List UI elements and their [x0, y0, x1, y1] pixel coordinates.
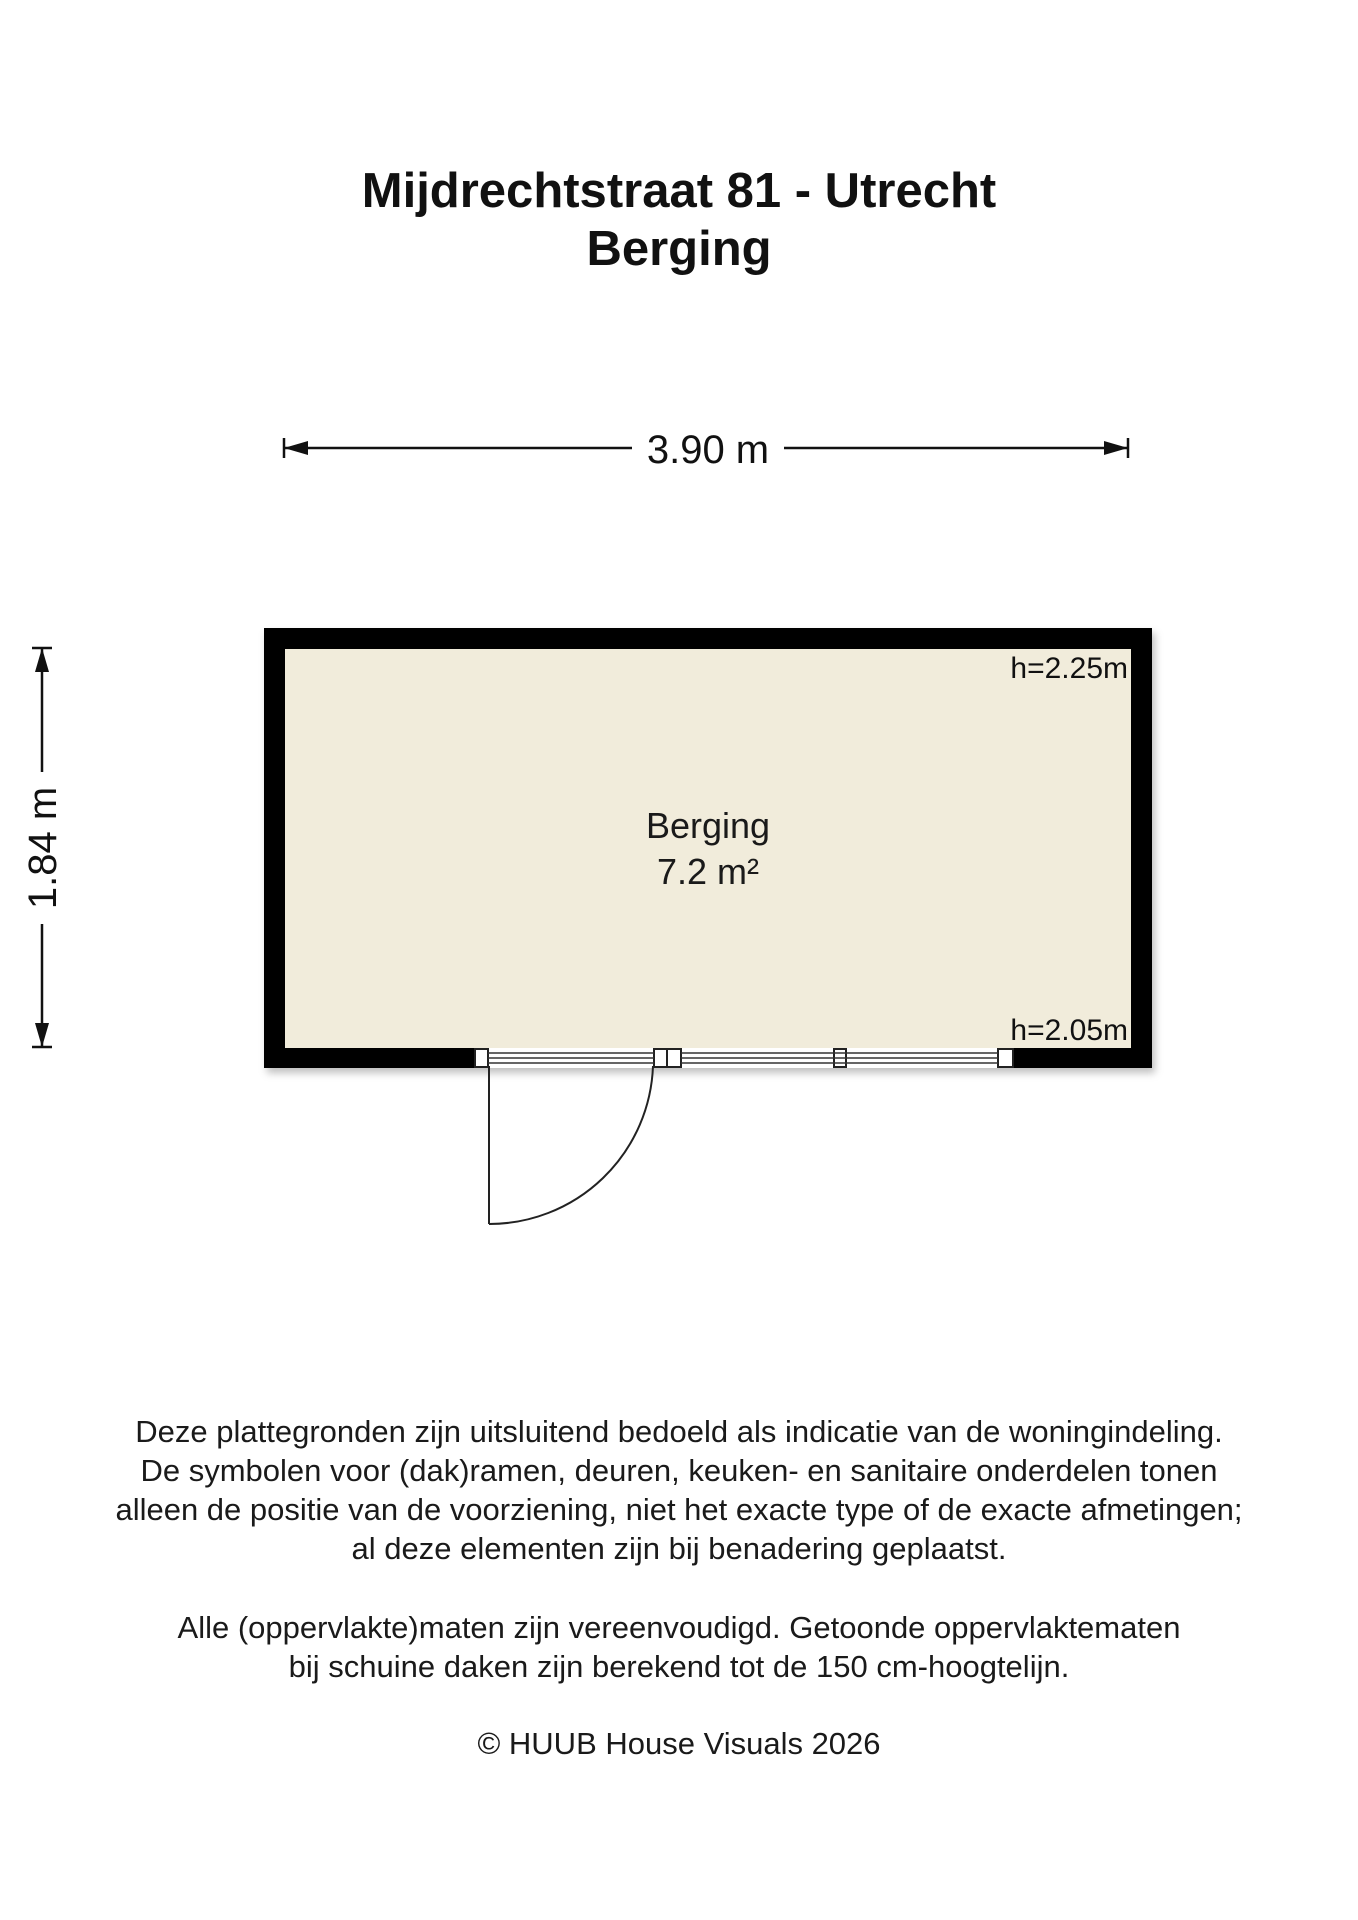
title-room: Berging [586, 222, 772, 276]
room-floor [285, 649, 1131, 1048]
disclaimer-line: De symbolen voor (dak)ramen, deuren, keuken- en sanitaire onderdelen tonen [140, 1453, 1218, 1488]
disclaimer-line: al deze elementen zijn bij benadering geplaatst. [351, 1531, 1007, 1566]
disclaimer-line: alleen de positie van de voorziening, niet het exacte type of de exacte afmetingen; [115, 1492, 1243, 1527]
disclaimer-line: bij schuine daken zijn berekend tot de 150 cm-hoogtelijn. [288, 1649, 1070, 1684]
width-label: 3.90 m [646, 428, 770, 472]
depth-label: 1.84 m [21, 786, 65, 910]
height-top-label: h=2.25m [1010, 652, 1128, 685]
door-post-left [475, 1049, 488, 1067]
copyright: © HUUB House Visuals 2026 [477, 1726, 881, 1761]
disclaimer-paragraph-2 [40, 1608, 1318, 1686]
arrow-right-icon [1104, 441, 1128, 455]
title-address: Mijdrechtstraat 81 - Utrecht [361, 164, 997, 218]
width-dimension [284, 428, 1128, 472]
disclaimer-line: Alle (oppervlakte)maten zijn vereenvoudigd. Getoonde oppervlaktematen [177, 1610, 1181, 1645]
door-post-right [654, 1049, 667, 1067]
disclaimer-paragraph-1 [40, 1412, 1318, 1568]
depth-dimension [21, 648, 65, 1047]
disclaimer-line: Deze plattegronden zijn uitsluitend bedoeld als indicatie van de woningindeling. [135, 1414, 1223, 1449]
arrow-down-icon [35, 1023, 49, 1047]
arrow-up-icon [35, 648, 49, 672]
height-bottom-label: h=2.05m [1010, 1014, 1128, 1047]
door-swing [489, 1066, 653, 1224]
room-area: 7.2 m² [656, 851, 760, 892]
room-name: Berging [645, 805, 771, 846]
arrow-left-icon [284, 441, 308, 455]
